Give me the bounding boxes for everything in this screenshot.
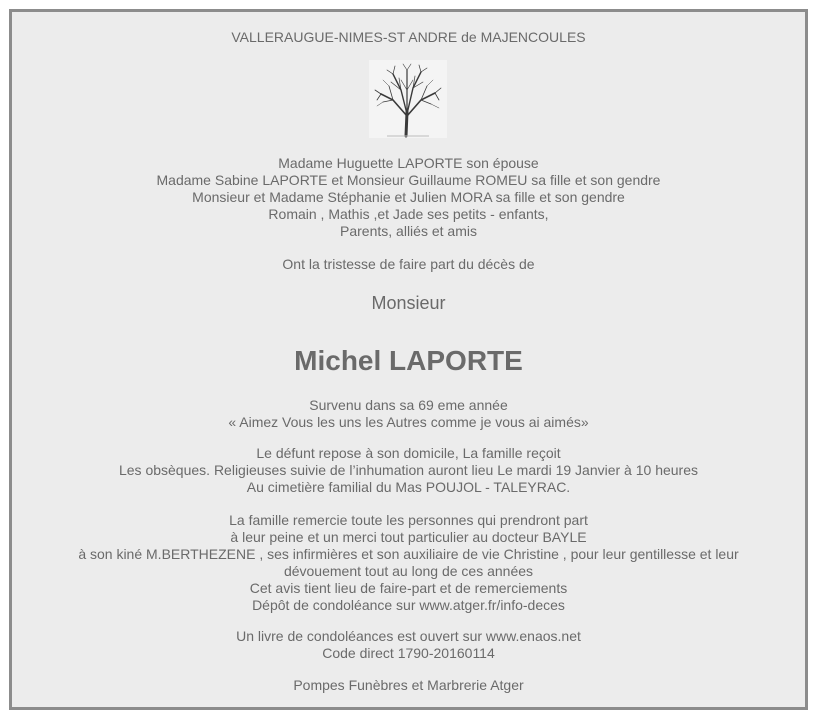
obituary-frame [9, 9, 808, 710]
thanks-line: à son kiné M.BERTHEZENE , ses infirmières et son auxiliaire de vie Christine , pour leur gentillesse et leur [78, 546, 739, 562]
survenu-block [12, 397, 805, 431]
announcement-text: Ont la tristesse de faire part du décès de [282, 256, 535, 272]
funeral-line: Le défunt repose à son domicile, La famille reçoit [256, 445, 561, 461]
condolence-book-line: Un livre de condoléances est ouvert sur www.enaos.net [236, 628, 581, 644]
direct-code-line: Code direct 1790-20160114 [322, 645, 495, 661]
thanks-block [12, 512, 805, 614]
family-line: Romain , Mathis ,et Jade ses petits - enfants, [268, 206, 549, 222]
thanks-line: La famille remercie toute les personnes qui prendront part [229, 512, 588, 528]
quote-line: « Aimez Vous les uns les Autres comme je vous ai aimés» [228, 414, 589, 430]
condolence-site-line: Dépôt de condoléance sur www.atger.fr/info-deces [252, 597, 565, 613]
thanks-line: à leur peine et un merci tout particulier au docteur BAYLE [230, 529, 587, 545]
family-line: Madame Huguette LAPORTE son épouse [278, 155, 539, 171]
funeral-line: Au cimetière familial du Mas POUJOL - TALEYRAC. [246, 479, 571, 495]
condolence-book-block [12, 628, 805, 662]
funeral-line: Les obsèques. Religieuses suivie de l’inhumation auront lieu Le mardi 19 Janvier à 10 heures [118, 462, 699, 478]
thanks-line: dévouement tout au long de ces années [283, 563, 534, 579]
survenu-line: Survenu dans sa 69 eme année [309, 397, 508, 413]
family-line: Monsieur et Madame Stéphanie et Julien MORA sa fille et son gendre [192, 189, 625, 205]
tree-icon [369, 60, 447, 138]
deceased-name: Michel LAPORTE [294, 345, 523, 376]
family-list [12, 155, 805, 240]
place-heading: VALLERAUGUE-NIMES-ST ANDRE de MAJENCOULES [231, 29, 586, 45]
family-line: Madame Sabine LAPORTE et Monsieur Guillaume ROMEU sa fille et son gendre [156, 172, 661, 188]
obituary-content [12, 12, 805, 707]
funeral-company: Pompes Funèbres et Marbrerie Atger [293, 677, 524, 693]
thanks-line: Cet avis tient lieu de faire-part et de remerciements [249, 580, 568, 596]
funeral-block [12, 445, 805, 496]
family-line: Parents, alliés et amis [340, 223, 477, 239]
honorific: Monsieur [371, 293, 446, 313]
